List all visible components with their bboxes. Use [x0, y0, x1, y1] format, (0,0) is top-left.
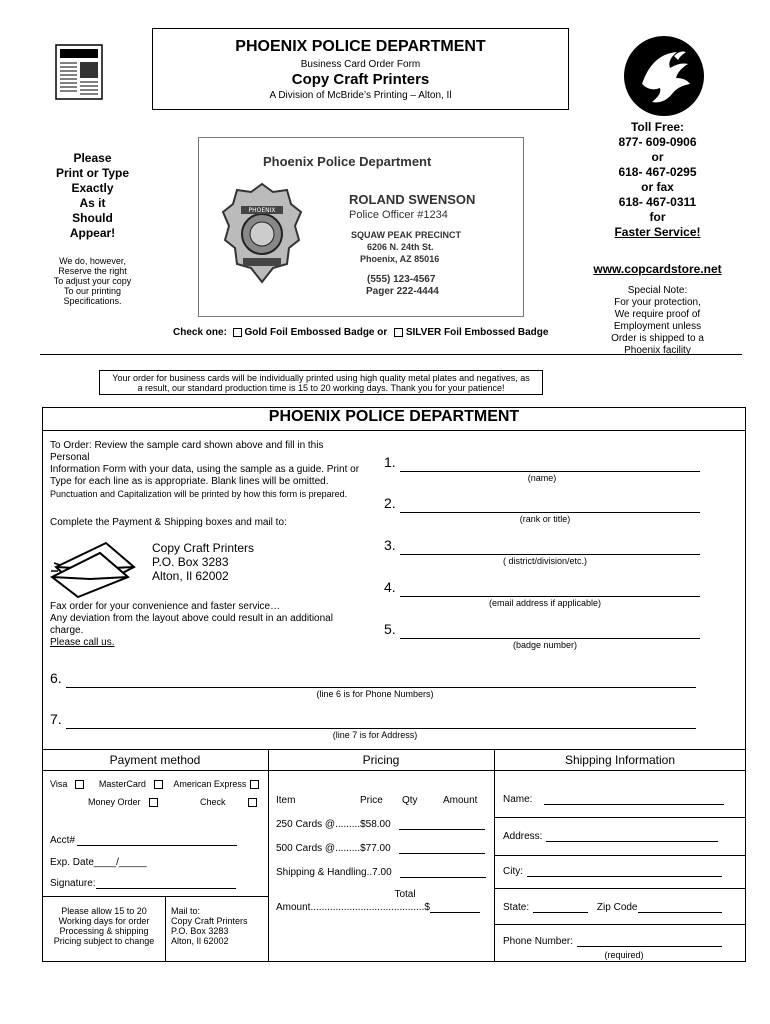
- district-input[interactable]: [400, 540, 700, 555]
- print-instruction: Please Print or Type Exactly As it Should Appear!: [55, 151, 130, 240]
- card-dept: Phoenix Police Department: [263, 154, 432, 169]
- name-input[interactable]: [400, 457, 700, 472]
- gold-foil-checkbox[interactable]: [233, 328, 242, 337]
- ship-phone-input[interactable]: [577, 936, 722, 947]
- col-divider-1: [268, 749, 269, 962]
- table-header-divider: [42, 770, 746, 771]
- form-title: PHOENIX POLICE DEPARTMENT: [268, 408, 520, 425]
- phone-required-note: (required): [604, 950, 644, 960]
- payment-inner-divider: [165, 896, 166, 962]
- amount-250-input[interactable]: [399, 819, 485, 830]
- table-top-divider: [42, 749, 746, 750]
- form-line-7: 7. (line 7 is for Address): [50, 711, 700, 740]
- shipping-amount-input[interactable]: [400, 867, 486, 878]
- police-badge-icon: [221, 182, 303, 292]
- acct-field: Acct#: [50, 835, 237, 846]
- form-line-2: 2. (rank or title): [384, 495, 706, 524]
- visa-checkbox[interactable]: [75, 780, 84, 789]
- mail-address: Copy Craft Printers P.O. Box 3283 Alton, Il 62002: [152, 541, 255, 583]
- pricing-header: Pricing: [362, 753, 400, 767]
- ship-name-field: Name:: [503, 794, 724, 805]
- money-order-checkbox[interactable]: [149, 798, 158, 807]
- website-link[interactable]: www.copcardstore.net: [593, 262, 722, 276]
- form-instructions: To Order: Review the sample card shown above and fill in this Personal Information Form with your data, using the sample as a guide. Print or Type for each line as is appropriate. Blank lines will be omitted. Punctuation and Capitalization will be printed by how this form is prepared.: [50, 440, 360, 499]
- form-line-1: 1. (name): [384, 454, 706, 483]
- ship-zip-input[interactable]: [638, 902, 722, 913]
- shipping-header: Shipping Information: [564, 753, 676, 767]
- form-line-4: 4. (email address if applicable): [384, 579, 706, 608]
- amount-500-input[interactable]: [399, 843, 485, 854]
- payment-options-row2: Money Order Check: [88, 797, 263, 807]
- fax-number: 618- 467-0311: [618, 195, 697, 209]
- price-row-500: 500 Cards @.........$77.00: [276, 843, 485, 854]
- card-street: 6206 N. 24th St.: [367, 242, 434, 252]
- card-title: Police Officer #1234: [349, 209, 448, 221]
- header-subtitle: Business Card Order Form: [300, 59, 421, 70]
- phone-2: 618- 467-0295: [618, 165, 697, 179]
- card-phone: (555) 123-4567: [367, 274, 436, 285]
- silver-foil-checkbox[interactable]: [394, 328, 403, 337]
- please-call-link[interactable]: Please call us.: [50, 637, 115, 648]
- pricing-col-item: Item: [276, 795, 296, 806]
- card-precinct: SQUAW PEAK PRECINCT: [351, 230, 462, 240]
- ship-name-input[interactable]: [544, 794, 724, 805]
- card-city: Phoenix, AZ 85016: [360, 254, 440, 264]
- check-checkbox[interactable]: [248, 798, 257, 807]
- card-name: ROLAND SWENSON: [349, 192, 476, 207]
- signature-input[interactable]: [96, 878, 236, 889]
- envelope-icon: [50, 537, 140, 599]
- check-one-row: [173, 327, 548, 338]
- ship-phone-field: Phone Number:: [503, 936, 722, 947]
- header-company: Copy Craft Printers: [291, 71, 430, 88]
- card-pager: Pager 222-4444: [366, 286, 439, 297]
- fax-note: Fax order for your convenience and faster service… Any deviation from the layout above could result in an additional charge. Please call us.: [50, 601, 370, 649]
- production-notice: Your order for business cards will be individually printed using high quality metal plates and negatives, as a result, our standard production time is 15 to 20 working days. Thank you for your patience!: [99, 370, 543, 395]
- payment-header: Payment method: [109, 753, 201, 767]
- faster-service: Faster Service!: [614, 225, 701, 239]
- reserve-note: We do, however, Reserve the right To adjust your copy To our printing Specifications.: [53, 256, 132, 306]
- total-amount-row: Amount.........................................$: [276, 902, 480, 913]
- contact-block: Toll Free: 877- 609-0906 or 618- 467-0295 or fax 618- 467-0311 for Faster Service!: [595, 120, 720, 240]
- email-input[interactable]: [400, 582, 700, 597]
- form-line-6: 6. (line 6 is for Phone Numbers): [50, 670, 700, 699]
- total-label: Total: [394, 889, 416, 900]
- ship-divider-3: [494, 888, 746, 889]
- total-amount-input[interactable]: [430, 902, 480, 913]
- pricing-col-qty: Qty: [402, 795, 418, 806]
- sample-business-card: [198, 137, 524, 317]
- gold-foil-label: Gold Foil Embossed Badge or: [244, 327, 388, 338]
- newspaper-logo: [55, 44, 103, 100]
- form-line-5: 5. (badge number): [384, 621, 706, 650]
- payment-options-row1: Visa MasterCard American Express: [50, 779, 265, 789]
- ship-divider-2: [494, 855, 746, 856]
- check-one-label: Check one:: [173, 327, 227, 338]
- ship-divider-4: [494, 924, 746, 925]
- badge-number-input[interactable]: [400, 624, 700, 639]
- phone-numbers-input[interactable]: [66, 673, 696, 688]
- ship-state-zip-field: State: Zip Code: [503, 902, 722, 913]
- ship-city-field: City:: [503, 866, 722, 877]
- mastercard-checkbox[interactable]: [154, 780, 163, 789]
- badge-text: PHOENIX: [248, 207, 276, 214]
- price-row-250: 250 Cards @.........$58.00: [276, 819, 485, 830]
- amex-checkbox[interactable]: [250, 780, 259, 789]
- exp-date-field[interactable]: Exp. Date____/_____: [50, 857, 147, 868]
- special-note: Special Note: For your protection, We require proof of Employment unless Order is shipped to a Phoenix facility: [611, 285, 704, 356]
- ship-state-input[interactable]: [533, 902, 588, 913]
- signature-field: Signature:: [50, 878, 236, 889]
- complete-instruction: Complete the Payment & Shipping boxes and mail to:: [50, 517, 287, 528]
- silver-foil-label: SILVER Foil Embossed Badge: [405, 327, 549, 338]
- rank-input[interactable]: [400, 498, 700, 513]
- acct-input[interactable]: [77, 835, 237, 846]
- ship-address-input[interactable]: [546, 831, 718, 842]
- form-title-divider: [42, 430, 746, 431]
- toll-free-label: Toll Free:: [630, 120, 685, 134]
- phone-1: 877- 609-0906: [618, 135, 697, 149]
- pricing-col-amount: Amount: [443, 795, 478, 806]
- ship-city-input[interactable]: [527, 866, 722, 877]
- payment-bottom-divider: [42, 896, 268, 897]
- ship-address-field: Address:: [503, 831, 718, 842]
- ship-divider-1: [494, 817, 746, 818]
- address-input[interactable]: [66, 714, 696, 729]
- header-title: PHOENIX POLICE DEPARTMENT: [235, 38, 486, 55]
- price-row-shipping: Shipping & Handling..7.00: [276, 867, 486, 878]
- header-division: A Division of McBride’s Printing – Alton, Il: [269, 90, 452, 101]
- phoenix-bird-logo: [622, 34, 706, 118]
- mail-to-note: Mail to: Copy Craft Printers P.O. Box 3283 Alton, Il 62002: [171, 906, 248, 946]
- pricing-col-price: Price: [360, 795, 383, 806]
- allow-note: Please allow 15 to 20 Working days for order Processing & shipping Pricing subject to change: [53, 906, 155, 946]
- form-line-3: 3. ( district/division/etc.): [384, 537, 706, 566]
- divider-top: [40, 354, 742, 355]
